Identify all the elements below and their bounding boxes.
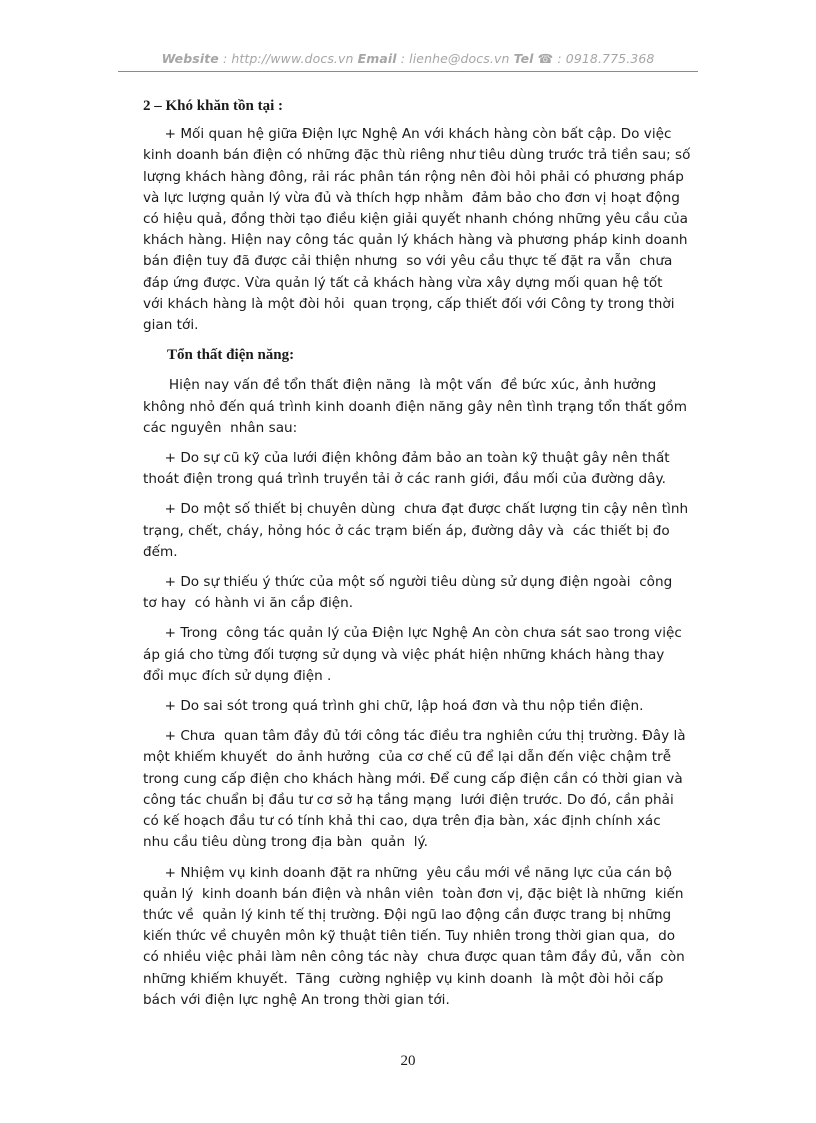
website-url: : http://www.docs.vn <box>222 51 354 66</box>
paragraph-line: kiến thức về chuyên môn kỹ thuật tiên tiến. Tuy nhiên trong thời gian qua, do <box>143 928 676 945</box>
paragraph-line: đổi mục đích sử dụng điện . <box>143 667 332 684</box>
phone-icon: ☎ <box>537 51 554 66</box>
paragraph-line: có kế hoạch đầu tư có tính khả thi cao, dựa trên địa bàn, xác định chính xác <box>143 813 661 830</box>
paragraph-line: nhu cầu tiêu dùng trong địa bàn quản lý. <box>143 834 428 851</box>
paragraph <box>143 124 695 336</box>
paragraph-line: áp giá cho từng đối tượng sử dụng và việc phát hiện những khách hàng thay <box>143 646 665 663</box>
paragraph-line: + Chưa quan tâm đầy đủ tới công tác điều tra nghiên cứu thị trường. Đây là <box>143 728 686 745</box>
paragraph-line: công tác chuẩn bị đầu tư cơ sở hạ tầng mạng lưới điện trước. Do đó, cần phải <box>143 791 674 808</box>
paragraph-line: quản lý kinh doanh bán điện và nhân viên toàn đơn vị, đặc biệt là những kiến <box>143 885 684 902</box>
tel-number: : 0918.775.368 <box>557 51 655 66</box>
subheading: Tổn thất điện năng: <box>167 347 295 364</box>
paragraph-line: + Do một số thiết bị chuyên dùng chưa đạt được chất lượng tin cậy nên tình <box>143 501 689 518</box>
email-address: : lienhe@docs.vn <box>400 51 510 66</box>
website-label: Website <box>161 51 219 66</box>
paragraph <box>143 726 695 853</box>
paragraph <box>143 863 695 1011</box>
paragraph <box>143 448 695 490</box>
paragraph-line: thức về quản lý kinh tế thị trường. Đội ngũ lao động cần được trang bị những <box>143 906 672 923</box>
paragraph-line: bán điện tuy đã được cải thiện nhưng so với yêu cầu thực tế đặt ra vẫn chưa <box>143 253 673 270</box>
page-body <box>143 96 695 1020</box>
paragraph-line: lượng khách hàng đông, rải rác phân tán rộng nên đòi hỏi phải có phương pháp <box>143 168 684 185</box>
paragraph <box>143 572 695 614</box>
paragraph-line: trong cung cấp điện cho khách hàng mới. Để cung cấp điện cần có thời gian và <box>143 770 683 787</box>
paragraph-line: với khách hàng là một đòi hỏi quan trọng, cấp thiết đối với Công ty trong thời <box>143 295 675 312</box>
paragraph-line: tơ hay có hành vi ăn cắp điện. <box>143 595 354 612</box>
paragraph-line: bách với điện lực nghệ An trong thời gian tới. <box>143 991 450 1008</box>
paragraph-line: có hiệu quả, đồng thời tạo điều kiện giải quyết nhanh chóng những yêu cầu của <box>143 211 688 228</box>
tel-label: Tel <box>513 51 534 66</box>
paragraph-line: một khiếm khuyết do ảnh hưởng của cơ chế cũ để lại dẫn đến việc chậm trễ <box>143 749 672 766</box>
paragraph-line: đếm. <box>143 543 178 560</box>
paragraph <box>143 499 695 563</box>
paragraph-line: thoát điện trong quá trình truyền tải ở các ranh giới, đầu mối của đường dây. <box>143 471 666 488</box>
paragraph <box>143 623 695 687</box>
email-label: Email <box>357 51 397 66</box>
paragraph-line: + Nhiệm vụ kinh doanh đặt ra những yêu cầu mới về năng lực của cán bộ <box>143 864 672 881</box>
paragraph-group <box>143 375 695 1010</box>
paragraph-line: + Do sai sót trong quá trình ghi chữ, lập hoá đơn và thu nộp tiền điện. <box>143 698 644 715</box>
paragraph-line: + Do sự cũ kỹ của lưới điện không đảm bảo an toàn kỹ thuật gây nên thất <box>143 450 670 467</box>
page-header <box>118 51 698 66</box>
paragraph-line: không nhỏ đến quá trình kinh doanh điện năng gây nên tình trạng tổn thất gồm <box>143 398 687 415</box>
paragraph-line: có nhiều việc phải làm nên công tác này chưa được quan tâm đầy đủ, vẫn còn <box>143 949 685 966</box>
paragraph-line: và lực lượng quản lý vừa đủ và thích hợp nhằm đảm bảo cho đơn vị hoạt động <box>143 189 680 206</box>
paragraph-line: các nguyên nhân sau: <box>143 419 298 436</box>
paragraph-line: kinh doanh bán điện có những đặc thù riêng như tiêu dùng trước trả tiền sau; số <box>143 147 691 164</box>
paragraph <box>143 696 695 717</box>
paragraph-line: gian tới. <box>143 317 199 334</box>
paragraph-line: khách hàng. Hiện nay công tác quản lý khách hàng và phương pháp kinh doanh <box>143 232 688 249</box>
section-heading: 2 – Khó khăn tồn tại : <box>143 98 284 114</box>
paragraph-line: những khiếm khuyết. Tăng cường nghiệp vụ kinh doanh là một đòi hỏi cấp <box>143 970 664 987</box>
page-number: 20 <box>400 1053 416 1069</box>
paragraph <box>143 375 695 439</box>
paragraph-line: đáp ứng được. Vừa quản lý tất cả khách hàng vừa xây dựng mối quan hệ tốt <box>143 274 663 291</box>
paragraph-line: + Mối quan hệ giữa Điện lực Nghệ An với khách hàng còn bất cập. Do việc <box>143 126 672 143</box>
paragraph-line: + Trong công tác quản lý của Điện lực Nghệ An còn chưa sát sao trong việc <box>143 625 682 642</box>
paragraph-line: + Do sự thiếu ý thức của một số người tiêu dùng sử dụng điện ngoài công <box>143 574 673 591</box>
paragraph-line: Hiện nay vấn đề tổn thất điện năng là một vấn đề bức xúc, ảnh hưởng <box>143 377 657 394</box>
header-divider <box>118 71 698 72</box>
paragraph-line: trạng, chết, cháy, hỏng hóc ở các trạm biến áp, đường dây và các thiết bị đo <box>143 522 670 539</box>
